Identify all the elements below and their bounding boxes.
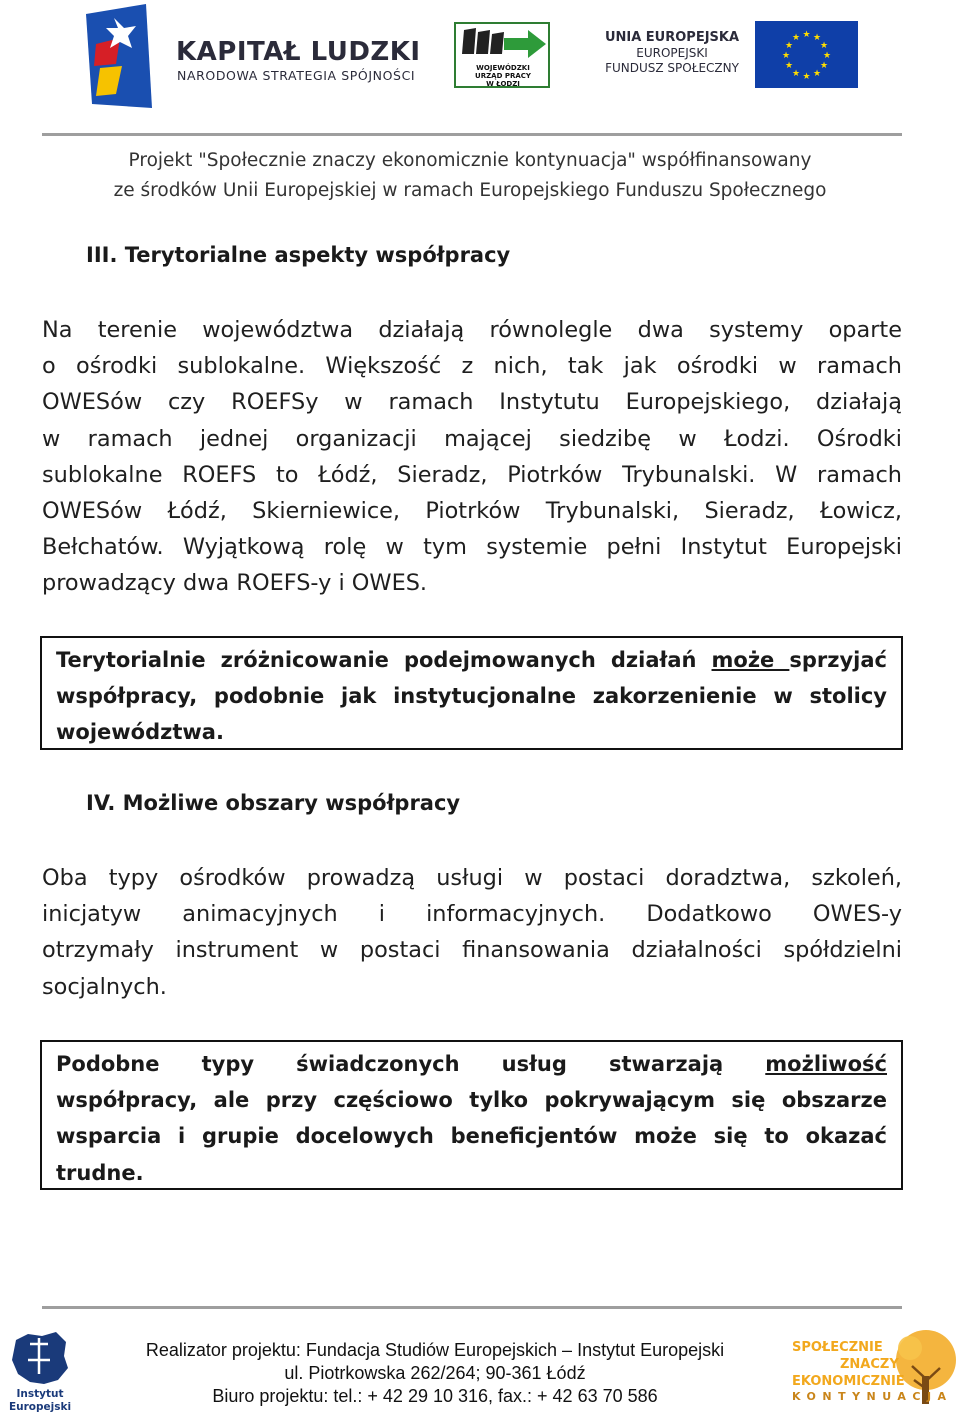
svg-text:★: ★	[781, 51, 791, 61]
section-4-heading: IV. Możliwe obszary współpracy	[86, 791, 461, 815]
section-3-paragraph: Na terenie województwa działają równolegle dwa systemy oparte o ośrodki sublokalne. Większość z nich, tak jak ośrodki w ramach OWESów czy ROEFSy w ramach Instytutu Europejskiego, działają w ramach jednej organizacji mającej siedzibę w Łodzi. Ośrodki sublokalne ROEFS to Łódź, Sieradz, Piotrków Trybunalski. W ramach OWESów Łódź, Skierniewice, Piotrków Trybunalski, Sieradz, Łowicz, Bełchatów. Wyjątkową rolę w tym systemie pełni Instytut Europejski prowadzący dwa ROEFS-y i OWES.	[42, 317, 902, 597]
svg-text:★: ★	[802, 72, 811, 82]
svg-text:★: ★	[784, 41, 794, 51]
section-3-conclusion-box: Terytorialnie zróżnicowanie podejmowanych działań może sprzyjać współpracy, podobnie jak instytucjonalne zakorzenienie w stolicy województwa.	[40, 636, 903, 750]
section-4-paragraph: Oba typy ośrodków prowadzą usługi w postaci doradztwa, szkoleń, inicjatyw animacyjnych i informacyjnych. Dodatkowo OWES-y otrzymały instrument w postaci finansowania działalności spółdzielni socjalnych.	[42, 865, 902, 1000]
header-logos	[0, 0, 960, 125]
svg-text:★: ★	[822, 51, 832, 61]
kapital-ludzki-logo-icon	[86, 4, 152, 108]
svg-text:★: ★	[802, 30, 811, 40]
svg-text:★: ★	[791, 33, 801, 43]
wup-lodz-logo	[454, 22, 550, 88]
spolecznie-znaczy-logo-text: SPOŁECZNIE ZNACZY EKONOMICZNIE KONTYNUACJA	[792, 1340, 953, 1403]
wup-arrow-icon	[456, 24, 548, 64]
header-divider	[42, 133, 902, 136]
footer-divider	[42, 1306, 902, 1309]
svg-text:★: ★	[812, 33, 822, 43]
svg-text:★: ★	[819, 41, 829, 51]
svg-text:★: ★	[819, 61, 829, 71]
svg-text:★: ★	[812, 69, 822, 79]
project-statement: Projekt "Społecznie znaczy ekonomicznie kontynuacja" współfinansowany ze środków Unii Europejskiej w ramach Europejskiego Funduszu Społecznego	[113, 150, 827, 201]
section-3-heading: III. Terytorialne aspekty współpracy	[86, 243, 511, 267]
svg-text:★: ★	[784, 61, 794, 71]
kapital-ludzki-subtitle: NARODOWA STRATEGIA SPÓJNOŚCI	[177, 68, 416, 83]
eu-flag-icon	[755, 21, 858, 88]
instytut-europejski-logo-text: Instytut Europejski	[8, 1388, 72, 1413]
footer-contact: Realizator projektu: Fundacja Studiów Europejskich – Instytut Europejski ul. Piotrkowska 262/264; 90-361 Łódź Biuro projektu: tel.: + 42 29 10 316, fax.: + 42 63 70 586	[145, 1340, 725, 1406]
kapital-ludzki-title: KAPITAŁ LUDZKI	[176, 37, 421, 67]
wup-lodz-text: WOJEWÓDZKI URZĄD PRACY W ŁODZI	[475, 64, 531, 88]
svg-text:★: ★	[791, 69, 801, 79]
section-4-conclusion-box: Podobne typy świadczonych usług stwarzają możliwość współpracy, ale przy częściowo tylko pokrywającym się obszarze wsparcia i grupie docelowych beneficjentów może się to okazać trudne.	[40, 1040, 903, 1190]
eu-fund-text: UNIA EUROPEJSKA EUROPEJSKI FUNDUSZ SPOŁECZNY	[604, 30, 740, 75]
